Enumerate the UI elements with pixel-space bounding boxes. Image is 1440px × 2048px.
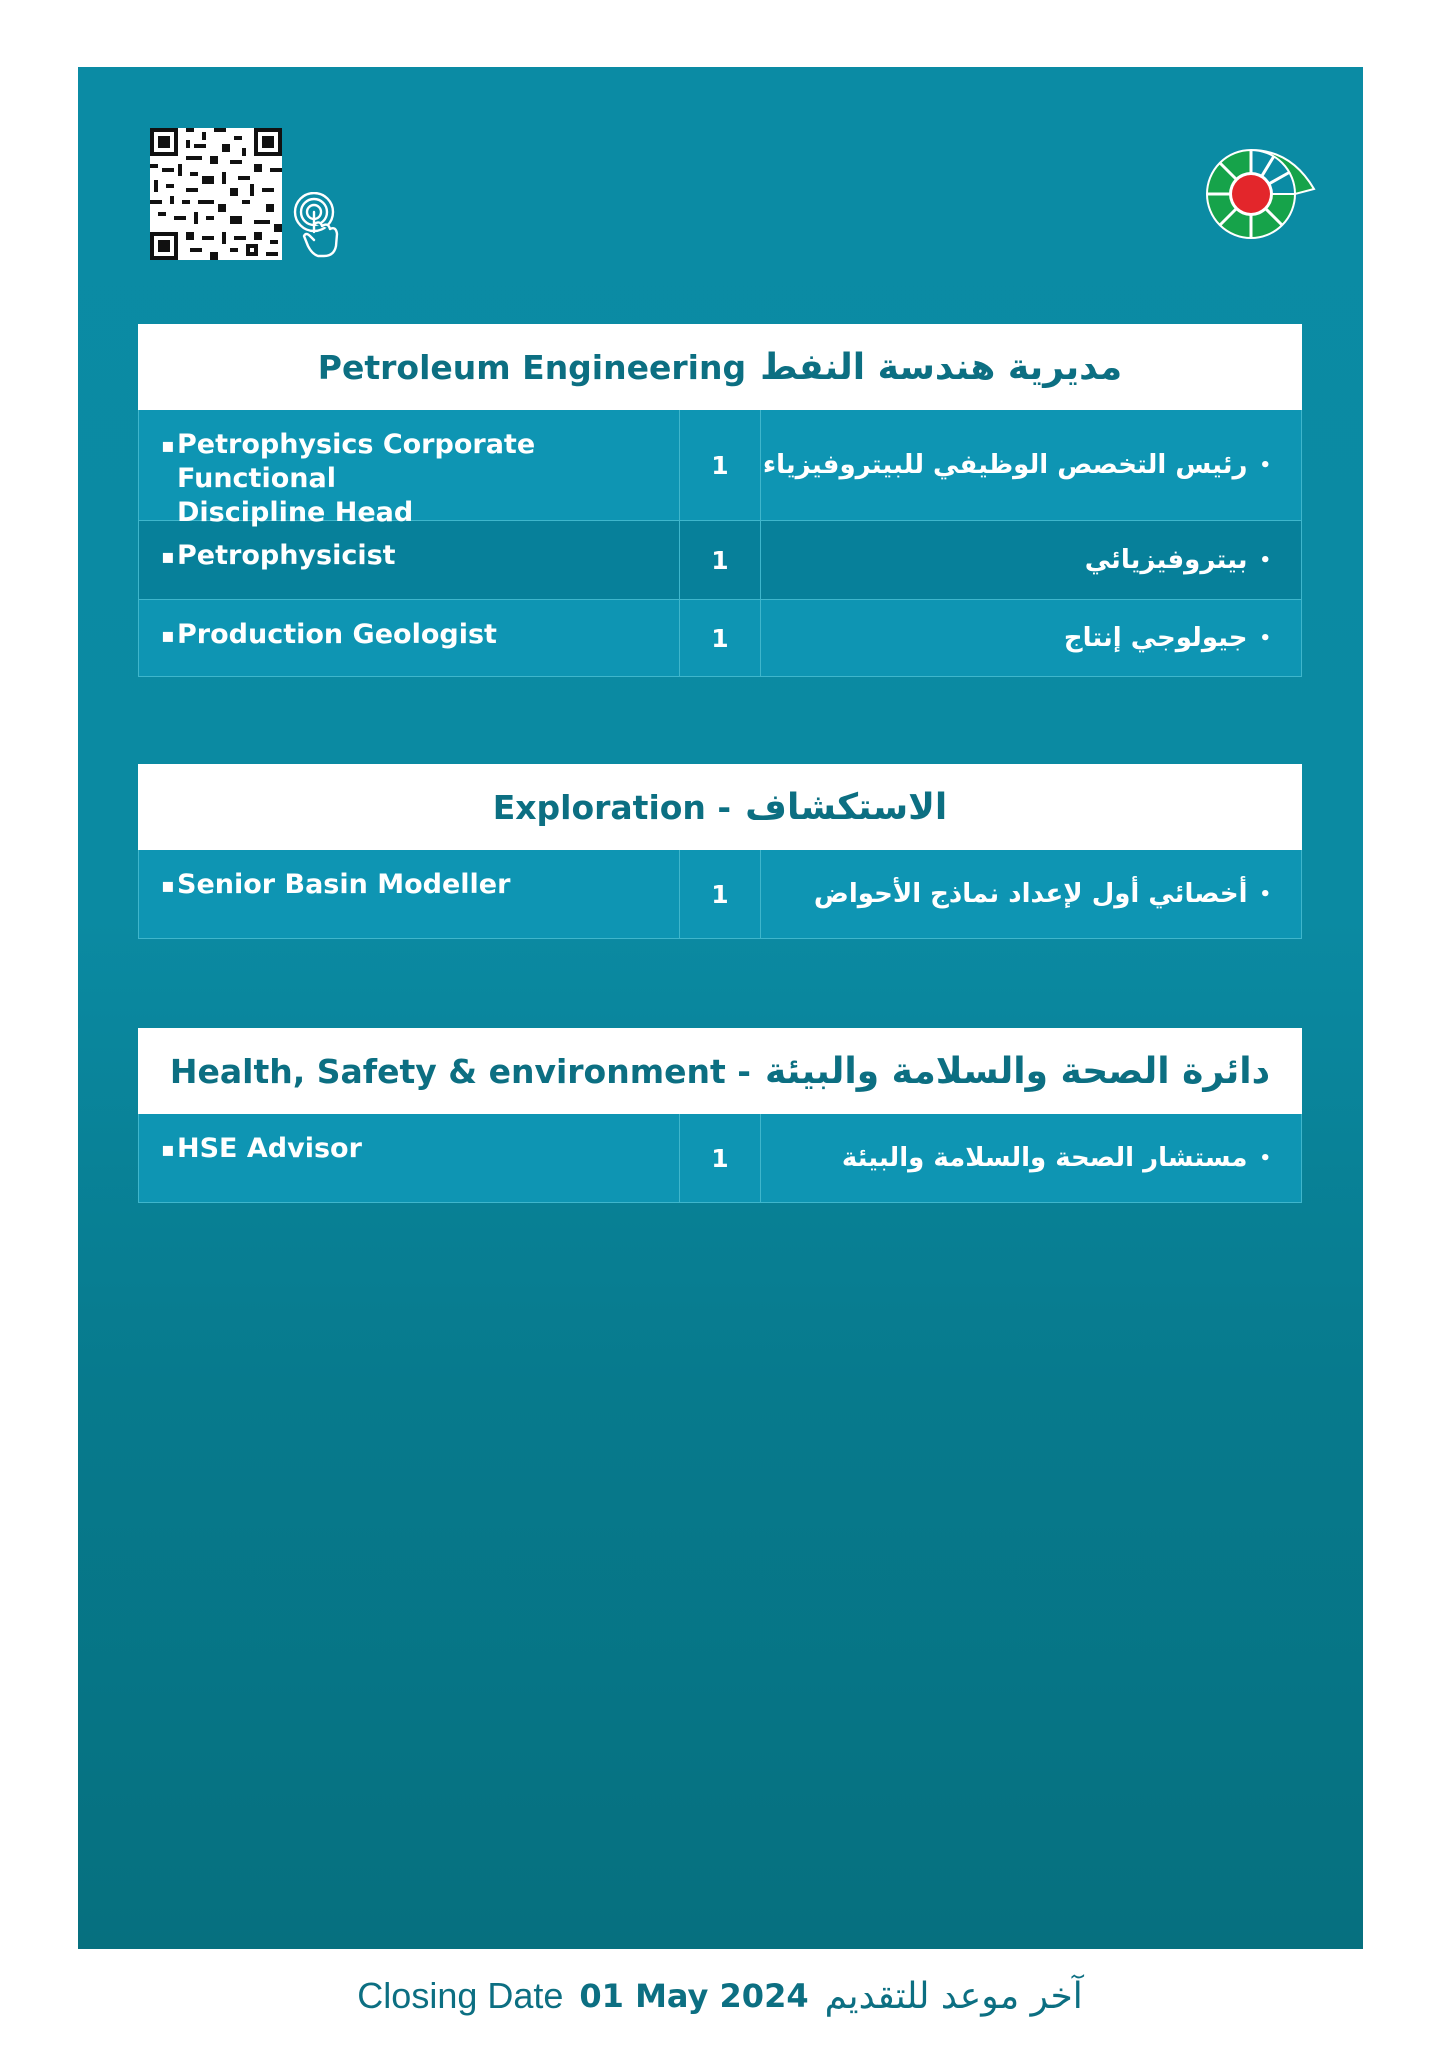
section-exploration — [138, 764, 1302, 939]
section-title-en: Exploration - — [492, 787, 732, 827]
job-title-ar-text: بيتروفيزيائي — [1084, 545, 1248, 575]
section-title-ar: دائرة الصحة والسلامة والبيئة — [764, 1050, 1271, 1092]
job-title-en: ▪ Petrophysicist — [139, 521, 680, 599]
job-title-en-line1: Senior Basin Modeller — [177, 869, 511, 900]
closing-date-footer — [0, 1966, 1440, 2026]
table-row — [138, 1114, 1302, 1203]
vacancy-count: 1 — [680, 521, 761, 599]
job-title-ar: • رئيس التخصص الوظيفي للبيتروفيزياء — [762, 450, 1271, 480]
job-title-en: ▪ Petrophysics Corporate Functional Discipline Head — [139, 410, 680, 520]
table-row — [138, 850, 1302, 939]
table-row — [138, 521, 1302, 600]
job-title-en: ▪ HSE Advisor — [139, 1114, 680, 1202]
vacancy-count: 1 — [680, 1114, 761, 1202]
job-title-ar-text: جيولوجي إنتاج — [1063, 623, 1248, 653]
section-petroleum-engineering — [138, 324, 1302, 677]
vacancy-count: 1 — [680, 600, 761, 676]
job-title-en: ▪ Production Geologist — [139, 600, 680, 676]
job-title-ar: • بيتروفيزيائي — [1084, 545, 1271, 575]
job-title-ar: • جيولوجي إنتاج — [1063, 623, 1271, 653]
vacancy-count: 1 — [680, 410, 761, 520]
table-row — [138, 600, 1302, 677]
section-title-ar: الاستكشاف — [745, 786, 948, 828]
closing-date-label-ar: آخر موعد للتقديم — [824, 1975, 1083, 2017]
job-title-en-line1: Petrophysicist — [177, 540, 396, 571]
job-title-ar-text: أخصائي أول لإعداد نماذج الأحواض — [813, 879, 1248, 909]
section-heading — [138, 764, 1302, 850]
section-title-ar: مديرية هندسة النفط — [760, 346, 1123, 388]
section-heading — [138, 324, 1302, 410]
section-title-en: Health, Safety & environment - — [169, 1051, 751, 1091]
job-title-en-line2: Discipline Head — [177, 497, 414, 528]
job-title-en-line1: Petrophysics Corporate Functional — [177, 429, 536, 494]
section-title-en: Petroleum Engineering — [317, 347, 747, 387]
job-title-ar: • مستشار الصحة والسلامة والبيئة — [841, 1143, 1271, 1173]
job-title-ar-text: مستشار الصحة والسلامة والبيئة — [841, 1143, 1248, 1173]
company-logo — [1196, 144, 1318, 244]
closing-date-label: Closing Date — [357, 1975, 564, 2016]
qr-code-icon[interactable] — [150, 128, 282, 260]
job-title-en-line1: Production Geologist — [177, 619, 497, 650]
job-title-ar: • أخصائي أول لإعداد نماذج الأحواض — [813, 879, 1271, 909]
closing-date-value: 01 May 2024 — [579, 1977, 809, 2015]
tap-hand-icon — [292, 192, 348, 260]
job-title-en: ▪ Senior Basin Modeller — [139, 850, 680, 938]
job-title-en-line1: HSE Advisor — [177, 1133, 362, 1164]
vacancy-count: 1 — [680, 850, 761, 938]
section-hse — [138, 1028, 1302, 1203]
job-title-ar-text: رئيس التخصص الوظيفي للبيتروفيزياء — [762, 450, 1248, 480]
table-row — [138, 410, 1302, 528]
section-heading — [138, 1028, 1302, 1114]
